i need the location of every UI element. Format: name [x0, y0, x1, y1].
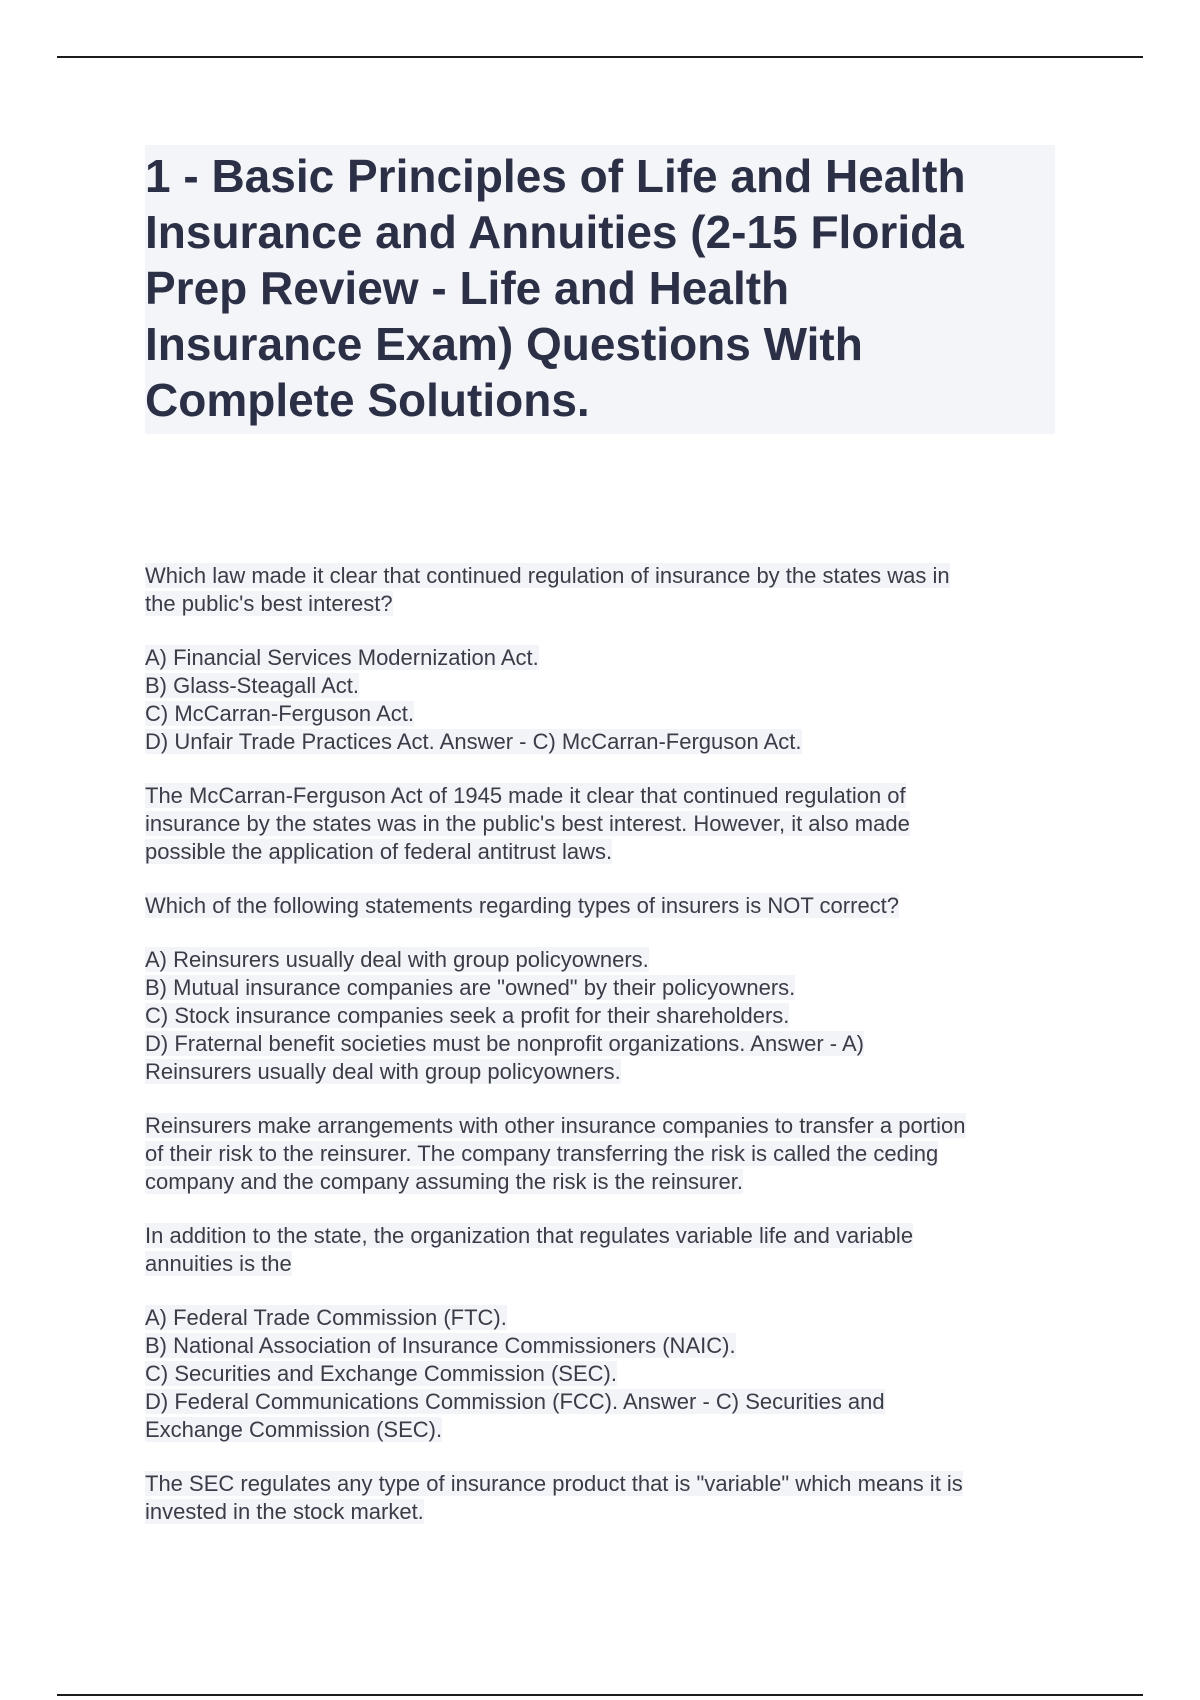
question-3-text: In addition to the state, the organization that regulates variable life and variable annuities is the	[145, 1223, 914, 1276]
document-title: 1 - Basic Principles of Life and Health Insurance and Annuities (2-15 Florida Prep Review - Life and Health Insurance Exam) Questions With Complete Solutions.	[145, 150, 966, 426]
document-body	[145, 145, 1055, 1552]
question-2-text: Which of the following statements regarding types of insurers is NOT correct?	[145, 893, 900, 918]
question-3-explanation-text: The SEC regulates any type of insurance product that is "variable" which means it is invested in the stock market.	[145, 1471, 963, 1524]
question-2	[145, 892, 1055, 920]
question-2-options	[145, 946, 1055, 1086]
question-1-text: Which law made it clear that continued regulation of insurance by the states was in the public's best interest?	[145, 563, 950, 616]
question-1-explanation	[145, 782, 1055, 866]
question-3	[145, 1222, 1055, 1278]
question-2-explanation-text: Reinsurers make arrangements with other insurance companies to transfer a portion of their risk to the reinsurer. The company transferring the risk is called the ceding company and the company assuming the risk is the reinsurer.	[145, 1113, 966, 1194]
top-rule	[57, 56, 1143, 58]
question-1	[145, 562, 1055, 618]
title-box	[145, 145, 1055, 434]
question-1-options-text: A) Financial Services Modernization Act. B) Glass-Steagall Act. C) McCarran-Ferguson Act. D) Unfair Trade Practices Act. Answer - C) McCarran-Ferguson Act.	[145, 645, 802, 754]
question-1-explanation-text: The McCarran-Ferguson Act of 1945 made it clear that continued regulation of insurance by the states was in the public's best interest. However, it also made possible the application of federal antitrust laws.	[145, 783, 910, 864]
question-3-explanation	[145, 1470, 1055, 1526]
question-3-options-text: A) Federal Trade Commission (FTC). B) National Association of Insurance Commissioners (NAIC). C) Securities and Exchange Commission (SEC). D) Federal Communications Commission (FCC). Answer - C) Securities and Exchange Commission (SEC).	[145, 1305, 885, 1442]
question-list	[145, 562, 1055, 1526]
question-2-explanation	[145, 1112, 1055, 1196]
bottom-rule	[57, 1694, 1143, 1696]
question-3-options	[145, 1304, 1055, 1444]
question-1-options	[145, 644, 1055, 756]
question-2-options-text: A) Reinsurers usually deal with group policyowners. B) Mutual insurance companies are "owned" by their policyowners. C) Stock insurance companies seek a profit for their shareholders. D) Fraternal benefit societies must be nonprofit organizations. Answer - A) Reinsurers usually deal with group policyowners.	[145, 947, 865, 1084]
